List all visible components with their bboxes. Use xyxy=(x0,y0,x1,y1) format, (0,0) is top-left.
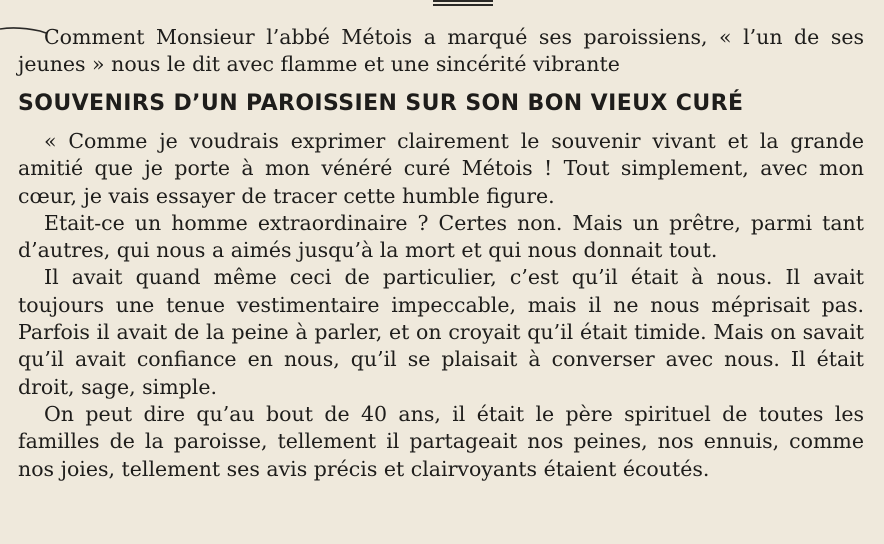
top-rule-ornament xyxy=(433,0,493,6)
article-body xyxy=(18,128,864,483)
intro-lede: Comment Monsieur l’abbé Métois a marqué ses paroissiens, « l’un de ses jeunes » nous le dit avec flamme et une sincérité vibrante xyxy=(18,25,864,76)
body-paragraph: Etait-ce un homme extraordinaire ? Certes non. Mais un prêtre, parmi tant d’autres, qui nous a aimés jusqu’à la mort et qui nous donnait tout. xyxy=(18,210,864,263)
body-paragraph: Il avait quand même ceci de particulier, c’est qu’il était à nous. Il avait toujours une tenue vestimentaire impeccable, mais il ne nous méprisait pas. Parfois il avait de la peine à parler, et on croyait qu’il était timide. Mais on savait qu’il avait confiance en nous, qu’il se plaisait à converser avec nous. Il était droit, sage, simple. xyxy=(18,265,864,399)
body-paragraph: On peut dire qu’au bout de 40 ans, il était le père spirituel de toutes les familles de la paroisse, tellement il partageait nos peines, nos ennuis, comme nos joies, tellement ses avis précis et clairvoyants étaient écoutés. xyxy=(18,401,864,481)
article-headline: SOUVENIRS D’UN PAROISSIEN SUR SON BON VIEUX CURÉ xyxy=(18,91,744,116)
body-paragraph: « Comme je voudrais exprimer clairement le souvenir vivant et la grande amitié que je porte à mon vénéré curé Métois ! Tout simplement, avec mon cœur, je vais essayer de tracer cette humble figure. xyxy=(18,129,864,208)
